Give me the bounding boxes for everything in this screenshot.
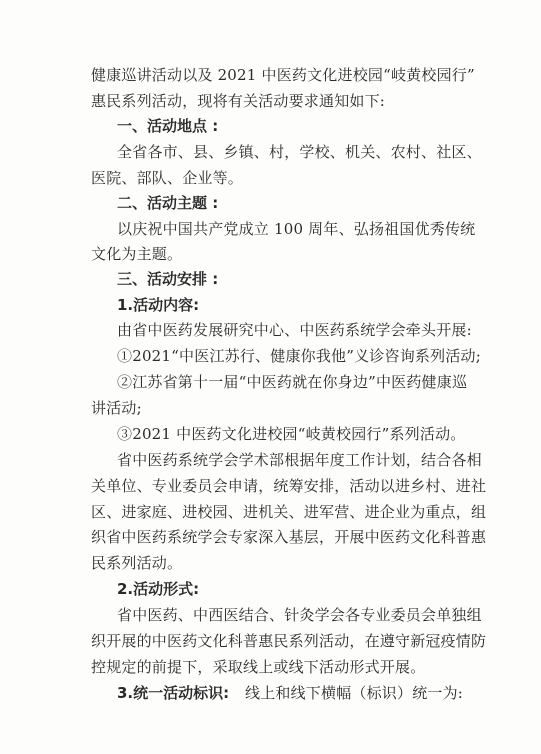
paragraph-line: 健康巡讲活动以及 2021 中医药文化进校园“岐黄校园行” <box>91 66 475 84</box>
paragraph-line: 以庆祝中国共产党成立 100 周年、弘扬祖国优秀传统 <box>117 220 476 238</box>
paragraph-line: 全省各市、县、乡镇、村，学校、机关、农村、社区、 <box>117 143 482 161</box>
section-heading-location: 一、活动地点 : <box>117 117 219 135</box>
paragraph-line: 省中医药系统学会学术部根据年度工作计划，结合各相 <box>117 451 482 469</box>
paragraph-line: 控规定的前提下，采取线上或线下活动形式开展。 <box>91 658 426 676</box>
subsection-heading-content: 1.活动内容: <box>117 296 200 314</box>
paragraph-line: 区、进家庭、进校园、进机关、进军营、进企业为重点，组 <box>91 503 487 521</box>
paragraph-line: 讲活动; <box>91 399 142 417</box>
paragraph-line: 医院、部队、企业等。 <box>91 169 244 187</box>
paragraph-line: 文化为主题。 <box>91 245 183 263</box>
section-heading-theme: 二、活动主题 : <box>117 194 219 212</box>
subsection-heading-format: 2.活动形式: <box>117 580 200 598</box>
paragraph-line: 民系列活动。 <box>91 554 183 572</box>
paragraph-line: 织开展的中医药文化科普惠民系列活动，在遵守新冠疫情防 <box>91 632 487 650</box>
section-heading-arrangement: 三、活动安排 : <box>117 270 219 288</box>
list-item: ③2021 中医药文化进校园“岐黄校园行”系列活动。 <box>117 425 466 443</box>
paragraph-line: 惠民系列活动，现将有关活动要求通知如下: <box>91 92 386 110</box>
list-item: ②江苏省第十一届“中医药就在你身边”中医药健康巡 <box>117 373 468 391</box>
paragraph-line: 由省中医药发展研究中心、中医药系统学会牵头开展: <box>117 321 472 339</box>
paragraph-line: 省中医药、中西医结合、针灸学会各专业委员会单独组 <box>117 606 482 624</box>
list-item: ①2021“中医江苏行、健康你我他”义诊咨询系列活动; <box>117 347 481 365</box>
paragraph-line: 线上和线下横幅（标识）统一为: <box>245 684 464 702</box>
paragraph-line: 关单位、专业委员会申请，统筹安排，活动以进乡村、进社 <box>91 477 487 495</box>
subsection-heading-logo: 3.统一活动标识: <box>117 684 230 702</box>
paragraph-line: 织省中医药系统学会专家深入基层，开展中医药文化科普惠 <box>91 528 487 546</box>
